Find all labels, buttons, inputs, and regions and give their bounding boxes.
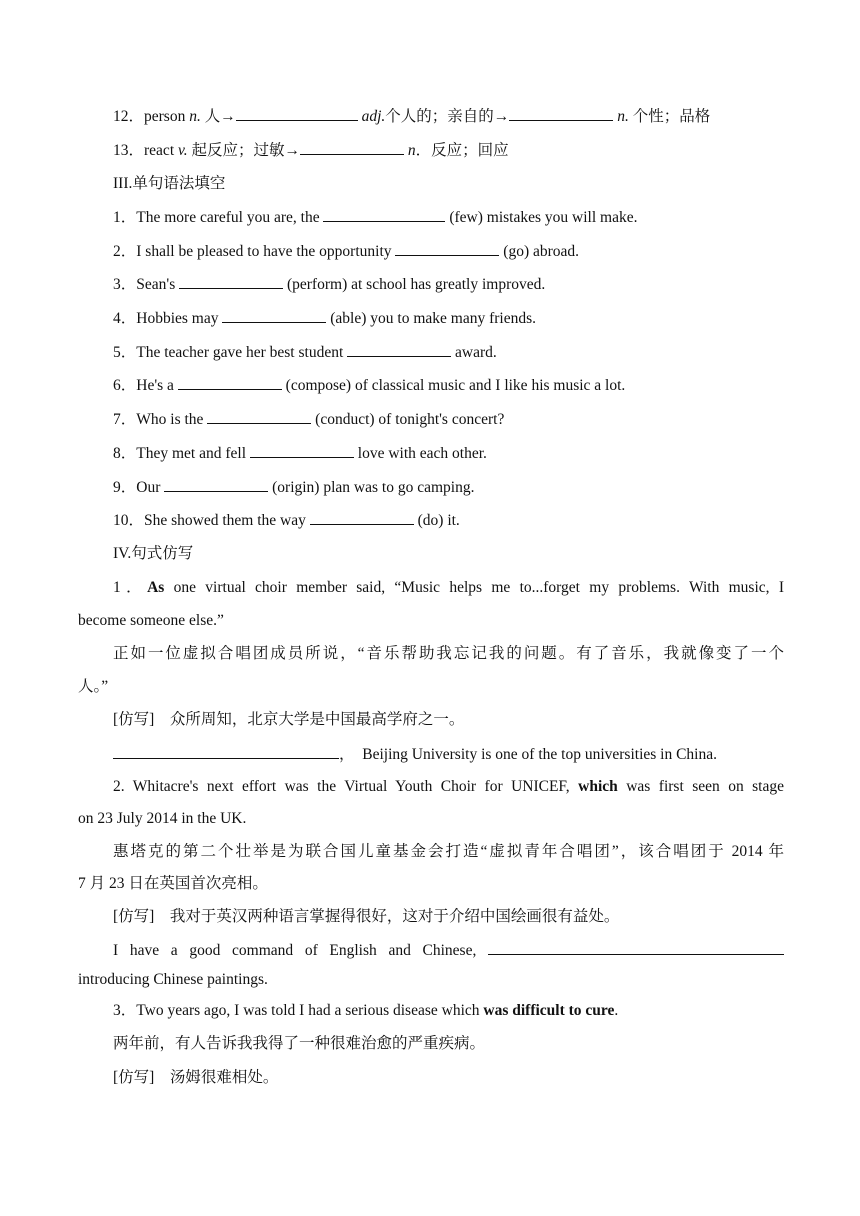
imitate-prompt: [仿写] 汤姆很难相处。 xyxy=(113,1069,279,1086)
grammar-item xyxy=(113,274,784,295)
sentence-text: was first seen on stage xyxy=(617,778,784,795)
answer-text: ， Beijing University is one of the top universities in China. xyxy=(339,746,717,763)
answer-blank[interactable] xyxy=(323,207,445,222)
item-number: 3． xyxy=(113,276,137,293)
answer-blank[interactable] xyxy=(179,274,283,289)
imitate-answer-cont: introducing Chinese paintings. xyxy=(78,971,268,988)
item-hint: (few) mistakes you will make. xyxy=(445,209,638,226)
item-hint: (go) abroad. xyxy=(499,243,580,260)
item-text: He's a xyxy=(136,377,178,394)
part-of-speech: n. xyxy=(617,108,629,125)
answer-blank[interactable] xyxy=(509,106,613,121)
item-number: 13． xyxy=(113,142,145,159)
example-sentence xyxy=(113,1001,784,1021)
vocab-item-13 xyxy=(113,140,784,161)
item-number: 7． xyxy=(113,411,137,428)
item-number: 6． xyxy=(113,377,137,394)
sentence-text: 3．Two years ago, I was told I had a serious disease which xyxy=(113,1002,484,1019)
grammar-item xyxy=(113,342,784,363)
item-hint: (do) it. xyxy=(413,512,460,529)
item-text: The teacher gave her best student xyxy=(136,344,348,361)
vocab-word: react xyxy=(144,142,175,159)
item-hint: (compose) of classical music and I like his music a lot. xyxy=(281,377,626,394)
bold-keyword: was difficult to cure xyxy=(483,1002,615,1019)
part-of-speech: n. xyxy=(189,108,201,125)
grammar-item xyxy=(113,207,784,228)
sentence-text: 2. Whitacre's next effort was the Virtual Youth Choir for UNICEF, xyxy=(113,778,579,795)
imitate-prompt: [仿写] 我对于英汉两种语言掌握得很好，这对于介绍中国绘画很有益处。 xyxy=(113,908,620,925)
item-text: They met and fell xyxy=(136,445,250,462)
answer-text: I have a good command of English and Chinese, xyxy=(113,942,488,959)
part-of-speech: adj. xyxy=(361,108,386,125)
grammar-item xyxy=(113,308,784,329)
sentence-text: one virtual choir member said, “Music helps me to...forget my problems. With music, I xyxy=(164,579,784,596)
gloss: 个性；品格 xyxy=(632,108,711,125)
grammar-item xyxy=(113,443,784,464)
grammar-item xyxy=(113,477,784,498)
item-hint: love with each other. xyxy=(353,445,487,462)
answer-blank[interactable] xyxy=(222,308,326,323)
translation-cont: 7 月 23 日在英国首次亮相。 xyxy=(78,875,268,892)
item-number: 9． xyxy=(113,479,137,496)
answer-blank[interactable] xyxy=(300,140,404,155)
answer-blank[interactable] xyxy=(164,477,268,492)
answer-blank[interactable] xyxy=(395,241,499,256)
item-hint: (able) you to make many friends. xyxy=(326,310,536,327)
gloss: 起反应；过敏→ xyxy=(191,142,300,159)
gloss: 人→ xyxy=(204,108,236,125)
item-number: 1． xyxy=(113,579,148,596)
bold-keyword: As xyxy=(147,579,165,596)
item-number: 10． xyxy=(113,512,145,529)
item-text: The more careful you are, the xyxy=(136,209,324,226)
item-number: 4． xyxy=(113,310,137,327)
item-text: I shall be pleased to have the opportunity xyxy=(136,243,396,260)
translation: 正如一位虚拟合唱团成员所说，“音乐帮助我忘记我的问题。有了音乐，我就像变了一个 xyxy=(113,645,784,662)
item-number: 5． xyxy=(113,344,137,361)
part-of-speech: v. xyxy=(178,142,188,159)
imitate-answer-line xyxy=(113,940,784,961)
gloss: 个人的；亲自的→ xyxy=(385,108,510,125)
grammar-item xyxy=(113,409,784,430)
answer-blank[interactable] xyxy=(236,106,358,121)
answer-blank[interactable] xyxy=(250,443,354,458)
item-text: She showed them the way xyxy=(144,512,310,529)
vocab-word: person xyxy=(144,108,186,125)
item-hint: (conduct) of tonight's concert? xyxy=(311,411,505,428)
bold-keyword: which xyxy=(578,778,618,795)
answer-blank[interactable] xyxy=(347,342,451,357)
example-sentence-cont: on 23 July 2014 in the UK. xyxy=(78,810,247,827)
grammar-item xyxy=(113,510,784,531)
example-sentence-cont: become someone else.” xyxy=(78,612,224,629)
item-hint: award. xyxy=(451,344,497,361)
item-number: 2． xyxy=(113,243,137,260)
answer-blank[interactable] xyxy=(178,375,282,390)
item-number: 1． xyxy=(113,209,137,226)
item-text: Sean's xyxy=(136,276,180,293)
answer-blank[interactable] xyxy=(207,409,311,424)
answer-blank[interactable] xyxy=(488,940,784,955)
example-sentence xyxy=(113,777,784,797)
sentence-text: . xyxy=(614,1002,619,1019)
imitate-prompt: [仿写] 众所周知，北京大学是中国最高学府之一。 xyxy=(113,711,465,728)
item-number: 12． xyxy=(113,108,145,125)
item-text: Hobbies may xyxy=(136,310,223,327)
translation: 惠塔克的第二个壮举是为联合国儿童基金会打造“虚拟青年合唱团”，该合唱团于 2014 年 xyxy=(113,843,784,860)
vocab-item-12 xyxy=(113,106,784,127)
answer-blank[interactable] xyxy=(113,744,339,759)
part-of-speech: n xyxy=(407,142,416,159)
answer-blank[interactable] xyxy=(310,510,414,525)
example-sentence xyxy=(113,578,784,598)
translation: 两年前，有人告诉我我得了一种很难治愈的严重疾病。 xyxy=(113,1035,486,1052)
item-text: Our xyxy=(136,479,165,496)
item-text: Who is the xyxy=(136,411,208,428)
item-hint: (origin) plan was to go camping. xyxy=(268,479,475,496)
imitate-answer-line xyxy=(113,744,784,765)
grammar-item xyxy=(113,241,784,262)
item-hint: (perform) at school has greatly improved. xyxy=(283,276,546,293)
grammar-item xyxy=(113,375,784,396)
section-title: IV.句式仿写 xyxy=(113,545,194,562)
section-title: III.单句语法填空 xyxy=(113,175,226,192)
gloss: ．反应；回应 xyxy=(415,142,509,159)
item-number: 8． xyxy=(113,445,137,462)
translation-cont: 人。” xyxy=(78,678,109,695)
